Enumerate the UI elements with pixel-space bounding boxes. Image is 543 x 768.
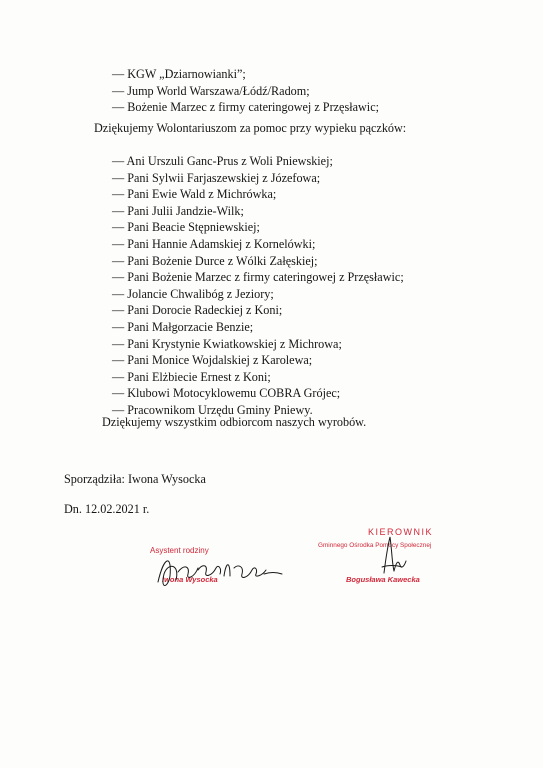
list-item: — Pani Monice Wojdalskiej z Karolewa; <box>112 353 313 368</box>
stamp-role: Asystent rodziny <box>150 546 209 555</box>
list-item: — Pracownikom Urzędu Gminy Pniewy. <box>112 402 313 417</box>
list-item: — Klubowi Motocyklowemu COBRA Grójec; <box>112 386 341 401</box>
director-stamp <box>318 527 488 597</box>
sponsor-list <box>112 66 379 116</box>
signature-icon <box>318 527 488 597</box>
thanks-recipients-text: Dziękujemy wszystkim odbiorcom naszych wyrobów. <box>102 415 367 429</box>
thanks-volunteers-text: Dziękujemy Wolontariuszom za pomoc przy wypieku pączków: <box>94 121 407 135</box>
stamp-head: KIEROWNIK <box>368 527 434 537</box>
list-item: — Pani Ewie Wald z Michrówka; <box>112 187 277 202</box>
list-item: — Pani Sylwii Farjaszewskiej z Józefowa; <box>112 170 321 185</box>
list-item: — Pani Beacie Stępniewskiej; <box>112 220 260 235</box>
list-item: — Pani Hannie Adamskiej z Kornelówki; <box>112 236 316 251</box>
list-item: — Bożenie Marzec z firmy cateringowej z Przęsławic; <box>112 100 379 115</box>
list-item: — Pani Krystynie Kwiatkowskiej z Michrowa; <box>112 336 342 351</box>
signature-icon <box>150 546 290 596</box>
stamp-name: Bogusława Kawecka <box>346 575 420 584</box>
list-item: — Pani Bożenie Durce z Wólki Załęskiej; <box>112 253 318 268</box>
list-item: — Jump World Warszawa/Łódź/Radom; <box>112 83 310 98</box>
list-item: — Pani Bożenie Marzec z firmy cateringowej z Przęsławic; <box>112 270 404 285</box>
assistant-stamp <box>150 546 290 596</box>
volunteer-list <box>112 153 404 419</box>
list-item: — Pani Dorocie Radeckiej z Koni; <box>112 303 283 318</box>
stamp-org: Gminnego Ośrodka Pomocy Społecznej <box>318 542 432 549</box>
list-item: — Ani Urszuli Ganc-Prus z Woli Pniewskiej; <box>112 154 333 168</box>
list-item: — Jolancie Chwalibóg z Jeziory; <box>112 286 274 301</box>
document-date: Dn. 12.02.2021 r. <box>64 502 150 516</box>
prepared-by: Sporządziła: Iwona Wysocka <box>64 472 206 486</box>
list-item: — Pani Elżbiecie Ernest z Koni; <box>112 369 271 384</box>
list-item: — Pani Julii Jandzie-Wilk; <box>112 203 244 218</box>
stamp-name: Iwona Wysocka <box>162 575 218 584</box>
list-item: — Pani Małgorzacie Benzie; <box>112 319 254 334</box>
list-item: — KGW „Dziarnowianki”; <box>112 67 246 81</box>
